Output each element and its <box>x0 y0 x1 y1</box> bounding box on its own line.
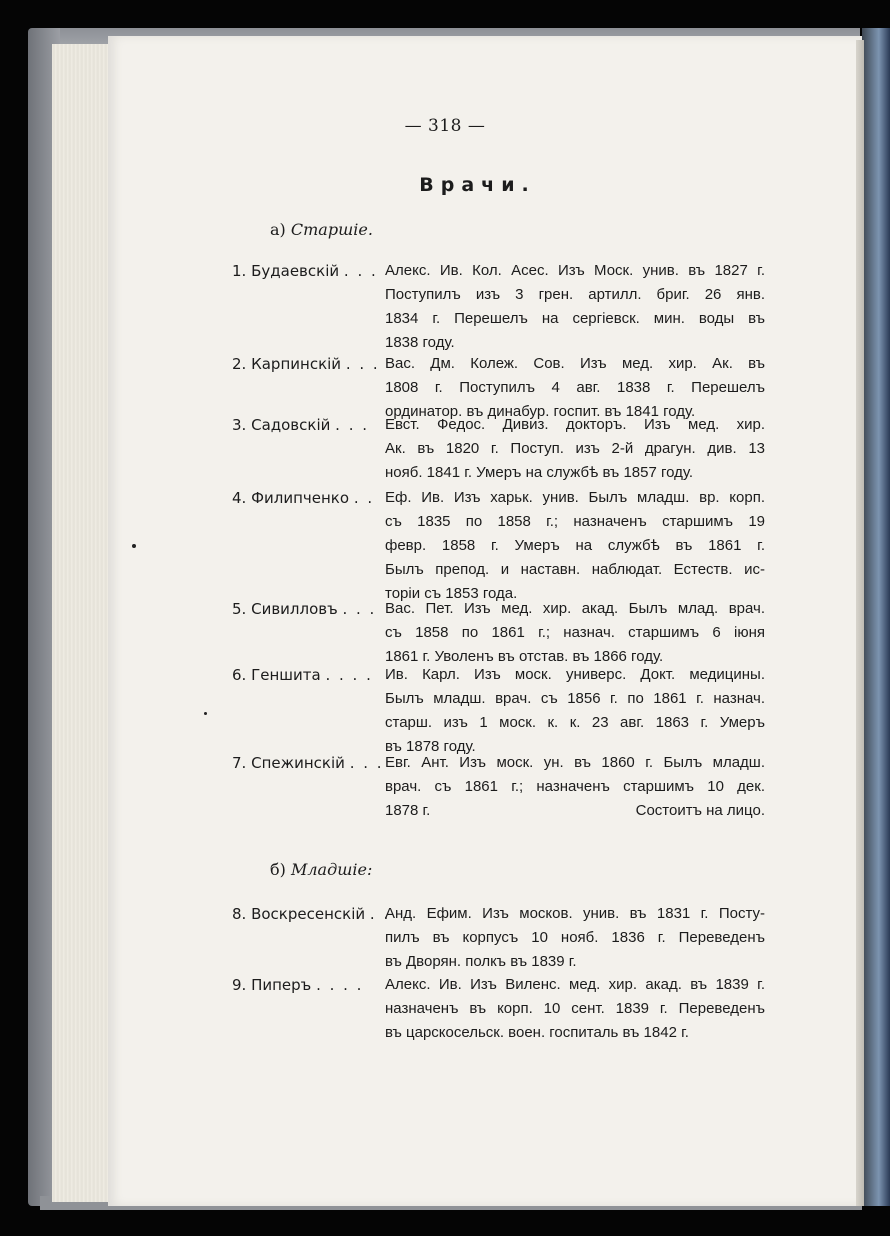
entry-name: 4. Филипченко . . <box>232 489 375 507</box>
entry-line: съ 1858 по 1861 г.; назнач. старшимъ 6 іюня <box>385 624 765 641</box>
entry-name: 1. Будаевскій . . . <box>232 262 378 280</box>
entry-line: 1834 г. Перешелъ на сергіевск. мин. воды въ <box>385 310 765 327</box>
bleed-through <box>220 150 223 165</box>
ink-speck <box>132 544 136 548</box>
page-edge <box>856 40 864 1206</box>
entry-name: 8. Воскресенскій . . <box>232 905 391 923</box>
entry-line: въ Дворян. полкъ въ 1839 г. <box>385 953 577 970</box>
entry-line: назначенъ въ корп. 10 сент. 1839 г. Переведенъ <box>385 1000 765 1017</box>
section-marker: а) <box>270 220 286 239</box>
entry-line: Евг. Ант. Изъ моск. ун. въ 1860 г. Былъ младш. <box>385 754 765 771</box>
entry-line: Былъ препод. и наставн. наблюдат. Естеств. ис- <box>385 561 765 578</box>
section-heading-junior <box>270 860 372 879</box>
entry-line: въ 1878 году. <box>385 738 476 755</box>
entry-line: 1838 году. <box>385 334 455 351</box>
entry-line: въ царскосельск. воен. госпиталь въ 1842 г. <box>385 1024 689 1041</box>
entry-name: 2. Карпинскій . . . <box>232 355 380 373</box>
entry-line: 1861 г. Уволенъ въ отстав. въ 1866 году. <box>385 648 664 665</box>
page-title: Врачи. <box>419 174 536 196</box>
entry-status: Состоитъ на лицо. <box>635 802 765 819</box>
entry-line: Вас. Пет. Изъ мед. хир. акад. Былъ млад. врач. <box>385 600 765 617</box>
entry-line: Алекс. Ив. Кол. Асес. Изъ Моск. унив. въ 1827 г. <box>385 262 765 279</box>
section-heading-senior <box>270 220 373 239</box>
entry-line: Ак. въ 1820 г. Поступ. изъ 2-й драгун. див. 13 <box>385 440 765 457</box>
section-marker: б) <box>270 860 286 879</box>
entry-name: 9. Пиперъ . . . . <box>232 976 364 994</box>
entry-name: 5. Сивилловъ . . . <box>232 600 377 618</box>
entry-line: Ив. Карл. Изъ моск. универс. Докт. медицины. <box>385 666 765 683</box>
ink-speck <box>204 712 207 715</box>
entry-line: Еф. Ив. Изъ харьк. унив. Былъ младш. вр. корп. <box>385 489 765 506</box>
entry-line: ординатор. въ динабур. госпит. въ 1841 году. <box>385 403 696 420</box>
entry-line: Поступилъ изъ 3 грен. артилл. бриг. 26 янв. <box>385 286 765 303</box>
entry-line: нояб. 1841 г. Умеръ на службѣ въ 1857 году. <box>385 464 694 481</box>
entry-line: врач. съ 1861 г.; назначенъ старшимъ 10 дек. <box>385 778 765 795</box>
entry-line: торіи съ 1853 года. <box>385 585 518 602</box>
entry-line: старш. изъ 1 моск. к. к. 23 авг. 1863 г. Умеръ <box>385 714 765 731</box>
entry-line: пилъ въ корпусъ 10 нояб. 1836 г. Переведенъ <box>385 929 765 946</box>
entry-line: Былъ младш. врач. съ 1856 г. по 1861 г. назнач. <box>385 690 765 707</box>
entry-line: 1808 г. Поступилъ 4 авг. 1838 г. Перешелъ <box>385 379 765 396</box>
entry-line: съ 1835 по 1858 г.; назначенъ старшимъ 19 <box>385 513 765 530</box>
entry-line: февр. 1858 г. Умеръ на службѣ въ 1861 г. <box>385 537 765 554</box>
entry-line: Алекс. Ив. Изъ Виленс. мед. хир. акад. въ 1839 г. <box>385 976 765 993</box>
entry-name: 3. Садовскій . . . <box>232 416 369 434</box>
entry-year: 1878 г. <box>385 802 431 819</box>
entry-name: 6. Геншита . . . . <box>232 666 373 684</box>
section-label: Младшіе: <box>290 860 373 879</box>
entry-line: Вас. Дм. Колеж. Сов. Изъ мед. хир. Ак. въ <box>385 355 765 372</box>
entry-line <box>385 802 765 819</box>
entry-name: 7. Спежинскій . . . <box>232 754 384 772</box>
book-cover-right <box>862 28 890 1206</box>
section-label: Старшіе. <box>290 220 373 239</box>
page-number: — 318 — <box>404 116 486 136</box>
entry-line: Анд. Ефим. Изъ москов. унив. въ 1831 г. Посту- <box>385 905 765 922</box>
entry-line: Евст. Федос. Дивиз. докторъ. Изъ мед. хир. <box>385 416 765 433</box>
